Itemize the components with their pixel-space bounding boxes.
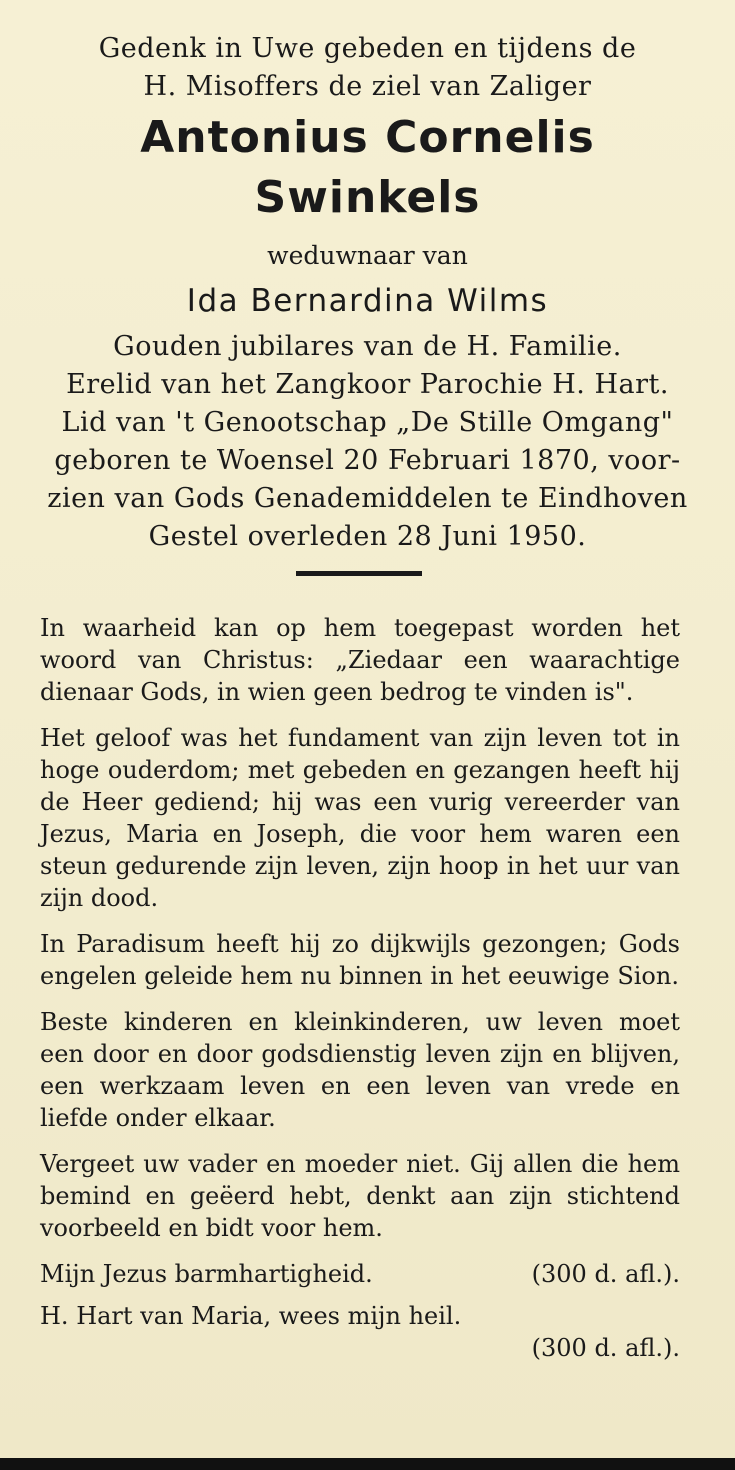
deceased-name: Antonius Cornelis Swinkels	[140, 112, 595, 223]
prayer-line	[40, 1258, 680, 1294]
divider-rule	[296, 571, 422, 576]
paragraph: Vergeet uw vader en moeder niet. Gij allen die hem bemind en geëerd hebt, denkt aan zijn stichtend voorbeeld en bidt voor hem.	[40, 1150, 680, 1242]
paragraph: Het geloof was het fundament van zijn leven tot in hoge ouderdom; met gebeden en gezangen heeft hij de Heer gediend; hij was een vurig vereerder van Jezus, Maria en Joseph, die voor hem waren een steun gedurende zijn leven, zijn hoop in het uur van zijn dood.	[40, 724, 680, 912]
card-header	[30, 30, 705, 556]
spouse-name: Ida Bernardina Wilms	[186, 283, 549, 319]
detail-line: Gouden jubilares van de H. Familie.	[113, 331, 622, 362]
detail-line: Erelid van het Zangkoor Parochie H. Hart.	[66, 369, 669, 400]
card-body	[40, 612, 680, 1364]
intro-line-2: H. Misoffers de ziel van Zaliger	[143, 71, 592, 102]
paragraph: In waarheid kan op hem toegepast worden het woord van Christus: „Ziedaar een waarachtige dienaar Gods, in wien geen bedrog te vinden is".	[40, 614, 680, 706]
paragraph: In Paradisum heeft hij zo dijkwijls gezongen; Gods engelen geleide hem nu binnen in het eeuwige Sion.	[40, 930, 680, 990]
detail-line: Lid van 't Genootschap „De Stille Omgang"	[61, 407, 674, 438]
indulgence-note: (300 d. afl.).	[531, 1260, 680, 1288]
prayer-line	[40, 1300, 680, 1364]
detail-line: zien van Gods Genademiddelen te Eindhoven	[47, 483, 688, 514]
detail-line: Gestel overleden 28 Juni 1950.	[148, 521, 587, 552]
prayer-text: H. Hart van Maria, wees mijn heil.	[40, 1302, 462, 1330]
paragraph: Beste kinderen en kleinkinderen, uw leven moet een door en door godsdienstig leven zijn en blijven, een werkzaam leven en een leven van vrede en liefde onder elkaar.	[40, 1008, 680, 1132]
widower-of-label: weduwnaar van	[267, 241, 468, 270]
indulgence-note: (300 d. afl.).	[531, 1334, 680, 1362]
detail-line: geboren te Woensel 20 Februari 1870, voor-	[54, 445, 681, 476]
prayer-text: Mijn Jezus barmhartigheid.	[40, 1260, 373, 1288]
bottom-edge-band	[0, 1458, 735, 1470]
intro-line-1: Gedenk in Uwe gebeden en tijdens de	[98, 33, 637, 64]
